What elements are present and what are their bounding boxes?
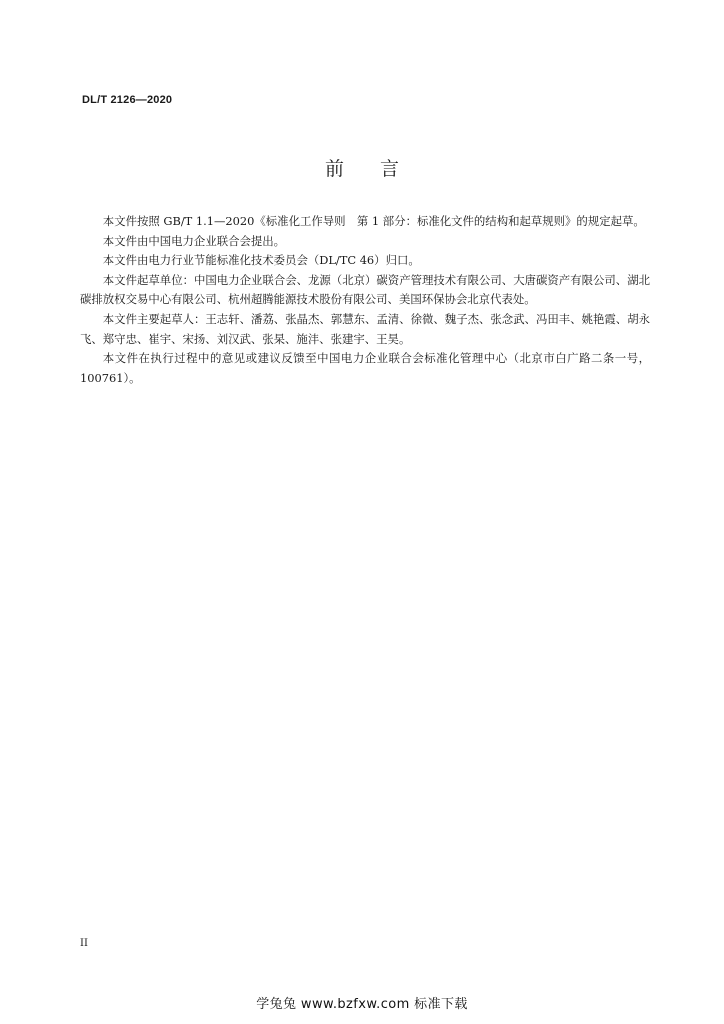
page-title: 前言 [324, 158, 435, 180]
document-code: DL/T 2126—2020 [82, 94, 173, 106]
paragraph-main-drafters: 本文件主要起草人：王志轩、潘荔、张晶杰、郭慧东、孟清、徐微、魏子杰、张念武、冯田丰、姚艳霞、胡永飞、郑守忠、崔宇、宋扬、刘汉武、张杲、施沣、张建宇、王昊。 [80, 311, 650, 346]
page-number: II [80, 938, 88, 949]
foreword-body [80, 212, 650, 388]
paragraph-drafting-rules: 本文件按照 GB/T 1.1—2020《标准化工作导则 第 1 部分：标准化文件的结构和起草规则》的规定起草。 [102, 214, 645, 228]
paragraph-technical-committee: 本文件由电力行业节能标准化技术委员会（DL/TC 46）归口。 [102, 253, 420, 268]
footer-watermark: 学兔兔 www.bzfxw.com 标准下载 [256, 997, 468, 1012]
paragraph-feedback-contact: 本文件在执行过程中的意见或建议反馈至中国电力企业联合会标准化管理中心（北京市白广路二条一号，100761）。 [80, 351, 650, 385]
paragraph-proposer: 本文件由中国电力企业联合会提出。 [102, 233, 286, 248]
paragraph-drafting-organizations: 本文件起草单位：中国电力企业联合会、龙源（北京）碳资产管理技术有限公司、大唐碳资产有限公司、湖北碳排放权交易中心有限公司、杭州超腾能源技术股份有限公司、美国环保协会北京代表处。 [80, 272, 650, 307]
